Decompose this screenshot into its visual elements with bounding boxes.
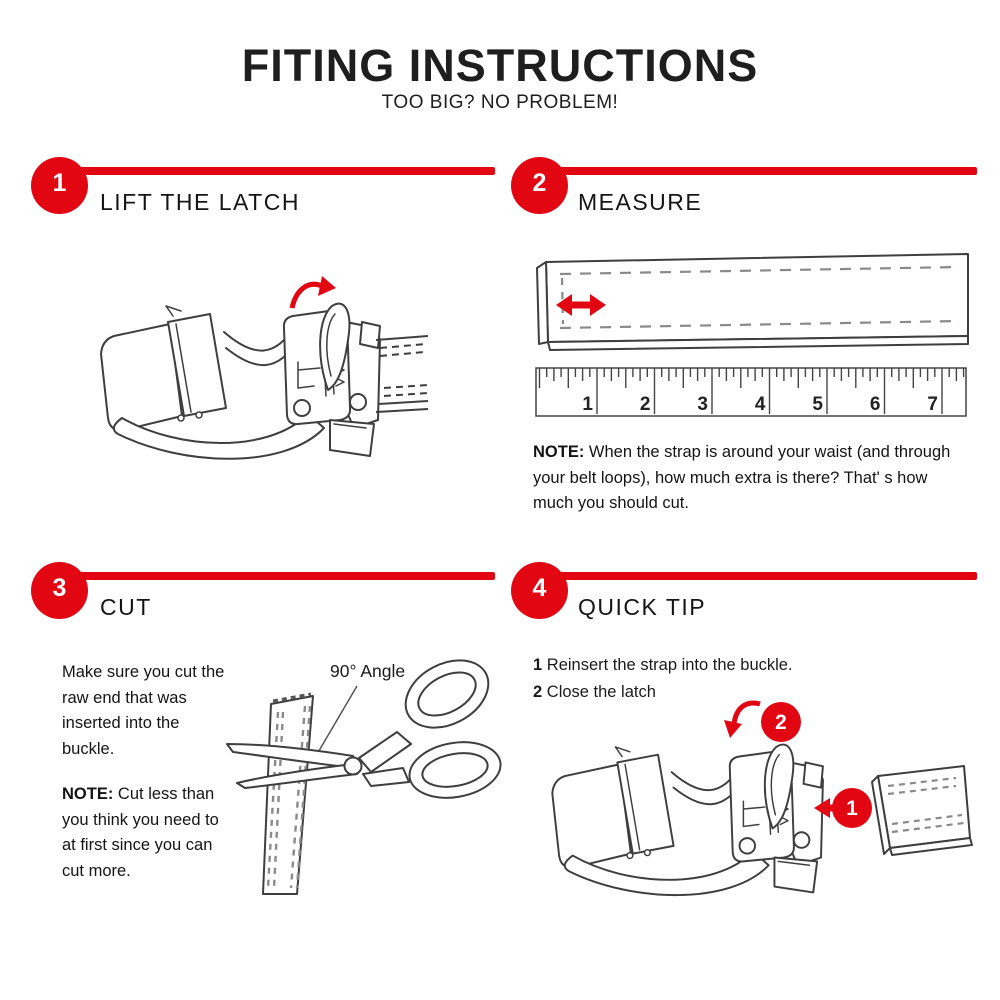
- section-3-divider: [72, 572, 495, 580]
- quicktip-step-1: 1 Reinsert the strap into the buckle.: [533, 656, 793, 674]
- scissors-drawing: [227, 647, 505, 805]
- scissor-pivot: [345, 758, 362, 775]
- measure-illustration: [530, 248, 970, 423]
- section-4-divider: [552, 572, 977, 580]
- insert-strap-badge: [832, 788, 872, 828]
- close-latch-arrow-icon: [724, 703, 760, 738]
- cut-note: NOTE: Cut less than you think you need to at first since you can cut more.: [62, 785, 219, 880]
- cut-illustration: [225, 646, 507, 898]
- strap-vertical: [263, 696, 313, 894]
- ruler-number: 3: [697, 394, 708, 415]
- step-1-number: 1: [52, 169, 67, 197]
- step-2-number: 2: [532, 169, 547, 197]
- ruler: [536, 368, 966, 416]
- step-4-badge: [511, 562, 568, 619]
- page-subtitle: TOO BIG? NO PROBLEM!: [381, 92, 619, 113]
- step-3-number: 3: [52, 574, 67, 602]
- svg-text:1: 1: [846, 797, 858, 820]
- svg-text:2: 2: [775, 711, 787, 734]
- quicktip-illustration: [528, 698, 978, 910]
- ruler-number: 1: [582, 394, 593, 415]
- note-label: NOTE:: [62, 785, 114, 803]
- lift-latch-illustration: [78, 270, 430, 470]
- step-2-badge: [511, 157, 568, 214]
- section-2-title: MEASURE: [578, 189, 703, 215]
- ruler-number: 6: [869, 394, 881, 415]
- detached-strap: [872, 766, 972, 855]
- page-title: FITING INSTRUCTIONS: [241, 40, 759, 91]
- step-1-badge: [31, 157, 88, 214]
- note-label: NOTE:: [533, 443, 585, 461]
- measure-note: NOTE: When the strap is around your waist (and through your belt loops), how much extra is there? That' s how much you should cut.: [533, 443, 951, 512]
- quicktip-step-2: 2 Close the latch: [533, 683, 656, 701]
- cut-instruction: Make sure you cut the raw end that was inserted into the buckle.: [62, 663, 225, 758]
- lift-arrow-icon: [292, 276, 336, 308]
- step-3-badge: [31, 562, 88, 619]
- ruler-number: 5: [812, 394, 823, 415]
- section-4-title: QUICK TIP: [578, 594, 707, 620]
- section-1-divider: [72, 167, 495, 175]
- angle-pointer-line: [313, 686, 357, 761]
- section-2-divider: [552, 167, 977, 175]
- ruler-number: 2: [639, 394, 651, 415]
- step-4-number: 4: [532, 574, 547, 602]
- attached-strap: [376, 336, 428, 412]
- angle-label: 90° Angle: [330, 661, 406, 681]
- ruler-number: 4: [754, 394, 766, 415]
- section-3-title: CUT: [100, 594, 152, 620]
- ruler-number: 7: [927, 394, 938, 415]
- section-1-title: LIFT THE LATCH: [100, 189, 300, 215]
- close-latch-badge: [761, 702, 801, 742]
- belt-buckle-drawing: [101, 304, 380, 459]
